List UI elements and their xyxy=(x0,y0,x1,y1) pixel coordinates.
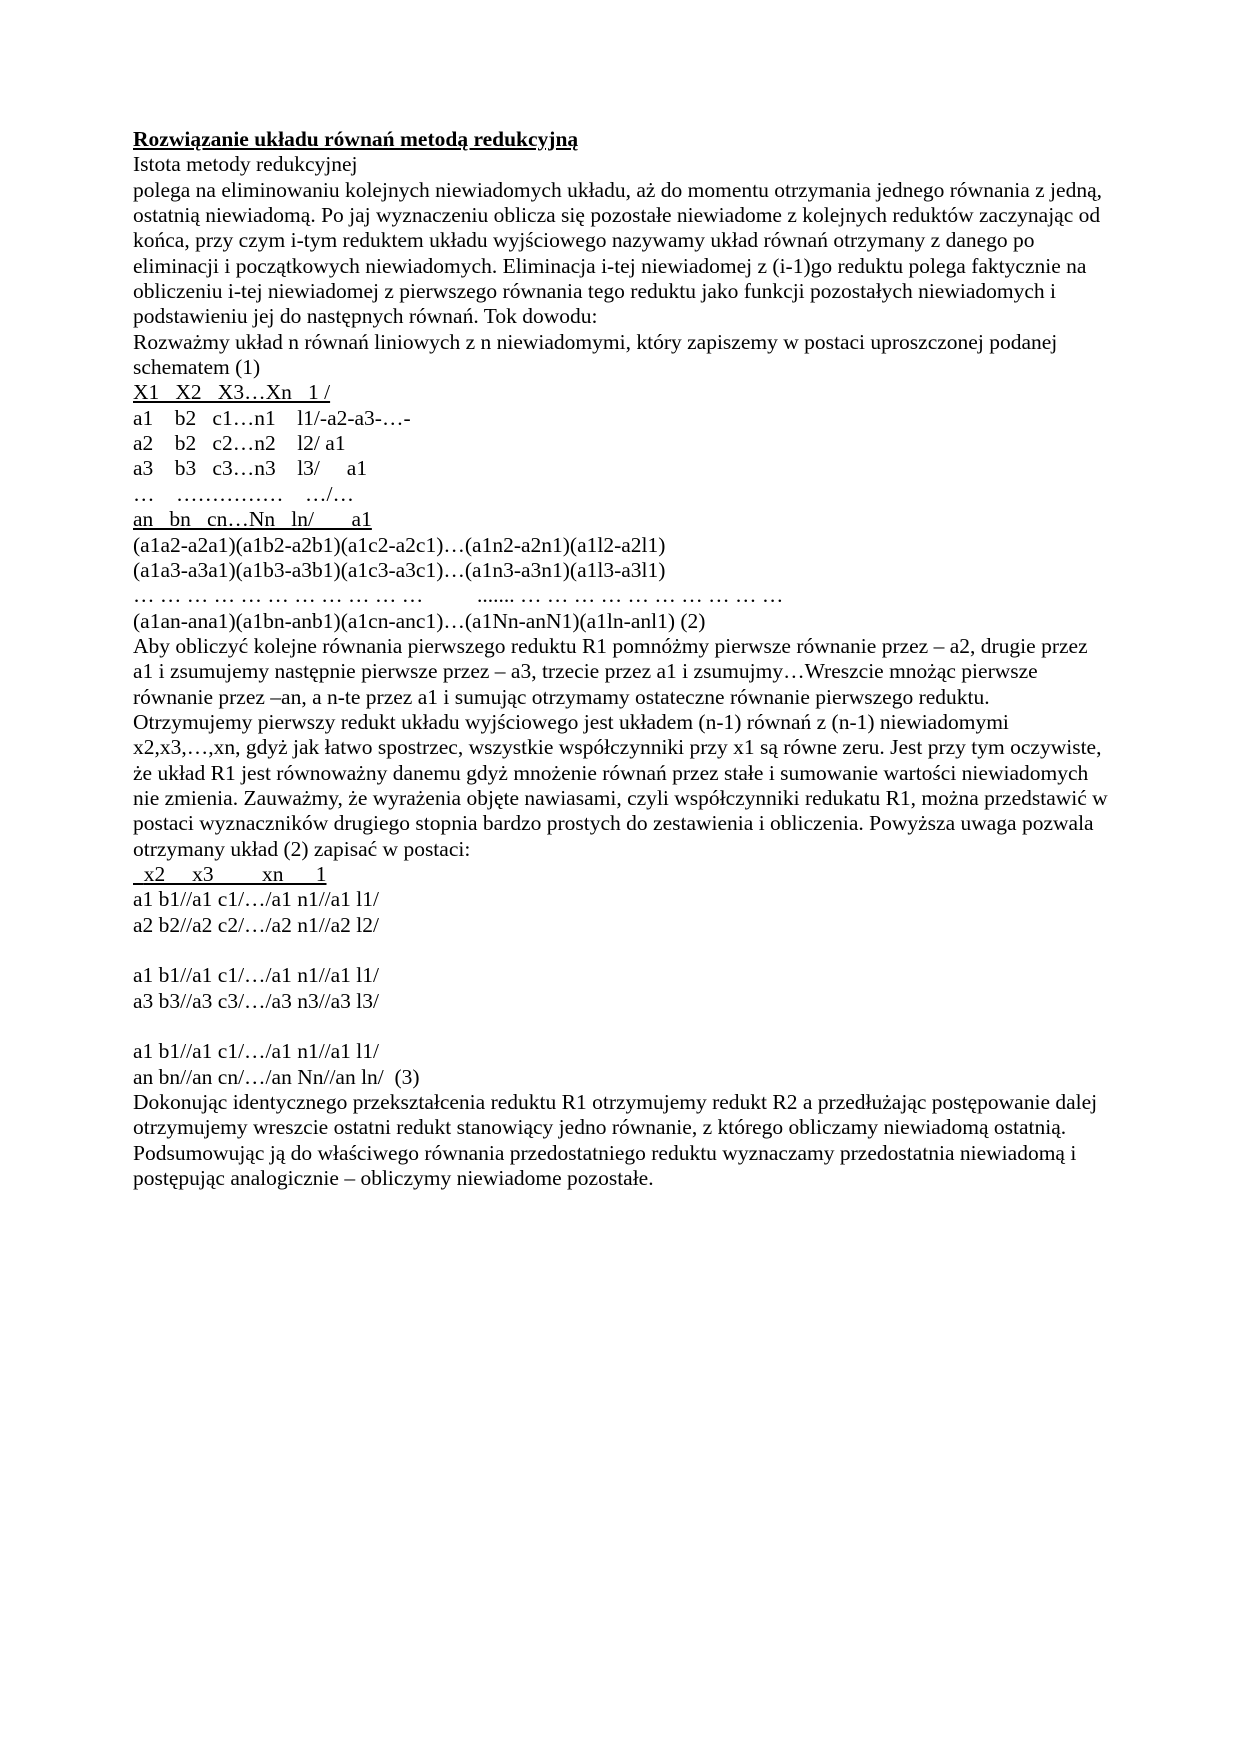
paragraph: Dokonując identycznego przekształcenia reduktu R1 otrzymujemy redukt R2 a przedłużając postępowanie dalej otrzymujemy wreszcie ostatni redukt stanowiący jedno równanie, z którego obliczamy niewiadomą ostatnią. Podsumowując ją do właściwego równania przedostatniego reduktu wyznaczamy przedostatnia niewiadomą i postępując analogicznie – obliczymy niewiadome pozostałe. xyxy=(133,1090,1098,1191)
scheme-line: … … … … … … … … … … … ....... … … … … … … … … … … xyxy=(133,583,784,608)
scheme-line: … …………… …/… xyxy=(133,481,354,506)
scheme-line-underlined: X1 X2 X3…Xn 1 / xyxy=(133,380,331,405)
scheme-line-underlined: an bn cn…Nn ln/ a1 xyxy=(133,507,372,532)
scheme-line-underlined: x2 x3 xn 1 xyxy=(133,861,327,886)
paragraph: polega na eliminowaniu kolejnych niewiadomych układu, aż do momentu otrzymania jednego równania z jedną, ostatnią niewiadomą. Po jaj wyznaczeniu oblicza się pozostałe niewiadome z kolejnych reduktów zaczynając od końca, przy czym i-tym reduktem układu wyjściowego nazywamy układ równań otrzymany z danego po eliminacji i początkowych niewiadomych. Eliminacja i-tej niewiadomej z (i-1)go reduktu polega faktycznie na obliczeniu i-tej niewiadomej z pierwszego równania tego reduktu jako funkcji pozostałych niewiadomych i podstawieniu jej do następnych równań. Tok dowodu: xyxy=(133,177,1102,329)
scheme-line: a3 b3 c3…n3 l3/ a1 xyxy=(133,456,368,481)
paragraph: Rozważmy układ n równań liniowych z n niewiadomymi, który zapiszemy w postaci uproszczonej podanej schematem (1) xyxy=(133,329,1058,380)
scheme-line: (a1an-ana1)(a1bn-anb1)(a1cn-anc1)…(a1Nn-anN1)(a1ln-anl1) (2) xyxy=(133,608,706,633)
scheme-line: a2 b2//a2 c2/…/a2 n1//a2 l2/ xyxy=(133,912,380,937)
blank-line xyxy=(133,1014,1111,1039)
scheme-line: a2 b2 c2…n2 l2/ a1 xyxy=(133,431,346,456)
paragraph: Istota metody redukcyjnej xyxy=(133,152,358,177)
scheme-line: (a1a3-a3a1)(a1b3-a3b1)(a1c3-a3c1)…(a1n3-a3n1)(a1l3-a3l1) xyxy=(133,557,666,582)
scheme-line: a1 b1//a1 c1/…/a1 n1//a1 l1/ xyxy=(133,1039,380,1064)
scheme-line: a1 b1//a1 c1/…/a1 n1//a1 l1/ xyxy=(133,887,380,912)
scheme-line: a1 b1//a1 c1/…/a1 n1//a1 l1/ xyxy=(133,963,380,988)
scheme-line: an bn//an cn/…/an Nn//an ln/ (3) xyxy=(133,1064,420,1089)
paragraph: Aby obliczyć kolejne równania pierwszego reduktu R1 pomnóżmy pierwsze równanie przez – a2, drugie przez a1 i zsumujemy następnie pierwsze przez – a3, trzecie przez a1 i zsumujmy…Wreszcie mnożąc pierwsze równanie przez –an, a n-te przez a1 i sumując otrzymamy ostateczne równanie pierwszego reduktu. Otrzymujemy pierwszy redukt układu wyjściowego jest układem (n-1) równań z (n-1) niewiadomymi x2,x3,…,xn, gdyż jak łatwo spostrzec, wszystkie współczynniki przy x1 są równe zeru. Jest przy tym oczywiste, że układ R1 jest równoważny danemu gdyż mnożenie równań przez stałe i sumowanie wartości niewiadomych nie zmienia. Zauważmy, że wyrażenia objęte nawiasami, czyli współczynniki redukatu R1, można przedstawić w postaci wyznaczników drugiego stopnia bardzo prostych do zestawienia i obliczenia. Powyższa uwaga pozwala otrzymany układ (2) zapisać w postaci: xyxy=(133,633,1108,861)
scheme-line: a1 b2 c1…n1 l1/-a2-a3-…- xyxy=(133,405,411,430)
document-title: Rozwiązanie układu równań metodą redukcyjną xyxy=(133,127,579,151)
blank-line xyxy=(133,938,1111,963)
scheme-line: a3 b3//a3 c3/…/a3 n3//a3 l3/ xyxy=(133,988,380,1013)
document-content xyxy=(133,127,1111,1191)
scheme-line: (a1a2-a2a1)(a1b2-a2b1)(a1c2-a2c1)…(a1n2-a2n1)(a1l2-a2l1) xyxy=(133,532,666,557)
